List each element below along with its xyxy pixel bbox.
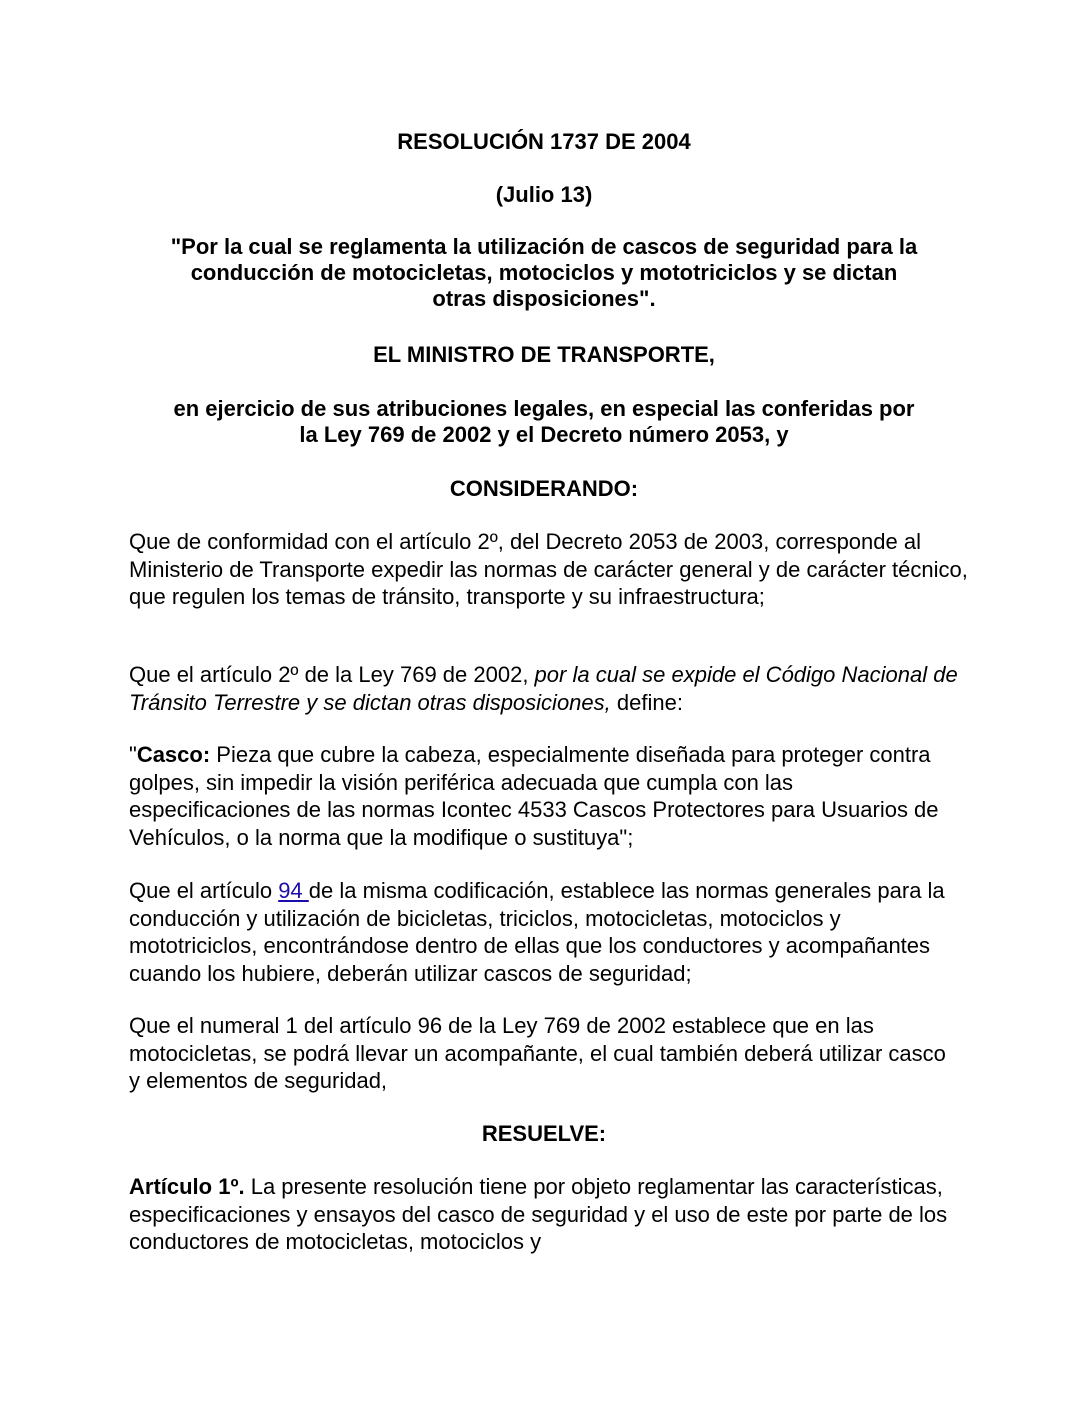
paragraph-considerando-5: Que el numeral 1 del artículo 96 de la Ley 769 de 2002 establece que en las motocicletas, se podrá llevar un acompañante, el cual también deberá utilizar casco y elementos de seguridad, bbox=[129, 1013, 946, 1093]
paragraph-text: Que el artículo bbox=[129, 878, 279, 903]
document-date: (Julio 13) bbox=[495, 182, 593, 207]
subtitle-line: conducción de motocicletas, motociclos y mototriciclos y se dictan bbox=[190, 260, 898, 285]
subtitle-line: otras disposiciones". bbox=[432, 286, 656, 311]
article-1 bbox=[129, 1173, 959, 1256]
considerando-heading: CONSIDERANDO: bbox=[449, 476, 639, 501]
definition-text: Pieza que cubre la cabeza, especialmente diseñada para proteger contra golpes, sin impedir la visión periférica adecuada que cumpla con las especificaciones de las normas Icontec 4533 Cascos Protectores para Usuarios de Vehículos, o la norma que la modifique o sustituya"; bbox=[129, 742, 939, 850]
paragraph-casco-definition bbox=[129, 741, 959, 851]
subtitle-line: "Por la cual se reglamenta la utilización de cascos de seguridad para la bbox=[170, 234, 918, 259]
open-quote: " bbox=[129, 742, 137, 767]
article-text: La presente resolución tiene por objeto reglamentar las características, especificaciones y ensayos del casco de seguridad y el uso de este por parte de los conductores de motocicletas, motociclos y bbox=[129, 1174, 948, 1254]
powers-statement bbox=[119, 396, 969, 448]
defined-term: Casco: bbox=[136, 742, 211, 767]
document-subtitle bbox=[119, 234, 969, 312]
document-title: RESOLUCIÓN 1737 DE 2004 bbox=[397, 129, 691, 154]
resuelve-heading: RESUELVE: bbox=[481, 1121, 607, 1146]
article-94-link[interactable]: 94 bbox=[278, 878, 309, 903]
law-title-italic: por la cual se expide el Código Nacional de Tránsito Terrestre y se dictan otras disposiciones, bbox=[129, 662, 958, 715]
paragraph-considerando-2 bbox=[129, 661, 959, 716]
paragraph-considerando-1: Que de conformidad con el artículo 2º, del Decreto 2053 de 2003, corresponde al Ministerio de Transporte expedir las normas de carácter general y de carácter técnico, que regulen los temas de tránsito, transporte y su infraestructura; bbox=[129, 529, 968, 609]
paragraph-text: define: bbox=[610, 689, 683, 715]
paragraph-considerando-4 bbox=[129, 877, 969, 987]
authority-heading: EL MINISTRO DE TRANSPORTE, bbox=[373, 342, 715, 367]
paragraph-text: Que el artículo 2º de la Ley 769 de 2002, bbox=[129, 662, 535, 687]
article-label: Artículo 1º. bbox=[129, 1174, 245, 1199]
paragraph-text: de la misma codificación, establece las normas generales para la conducción y utilización de bicicletas, triciclos, motocicletas, motociclos y mototriciclos, encontrándose dentro de ellas que los conductores y acompañantes cuando los hubiere, deberán utilizar cascos de seguridad; bbox=[129, 878, 945, 986]
powers-line: en ejercicio de sus atribuciones legales, en especial las conferidas por bbox=[173, 396, 915, 421]
powers-line: la Ley 769 de 2002 y el Decreto número 2053, y bbox=[299, 422, 789, 447]
